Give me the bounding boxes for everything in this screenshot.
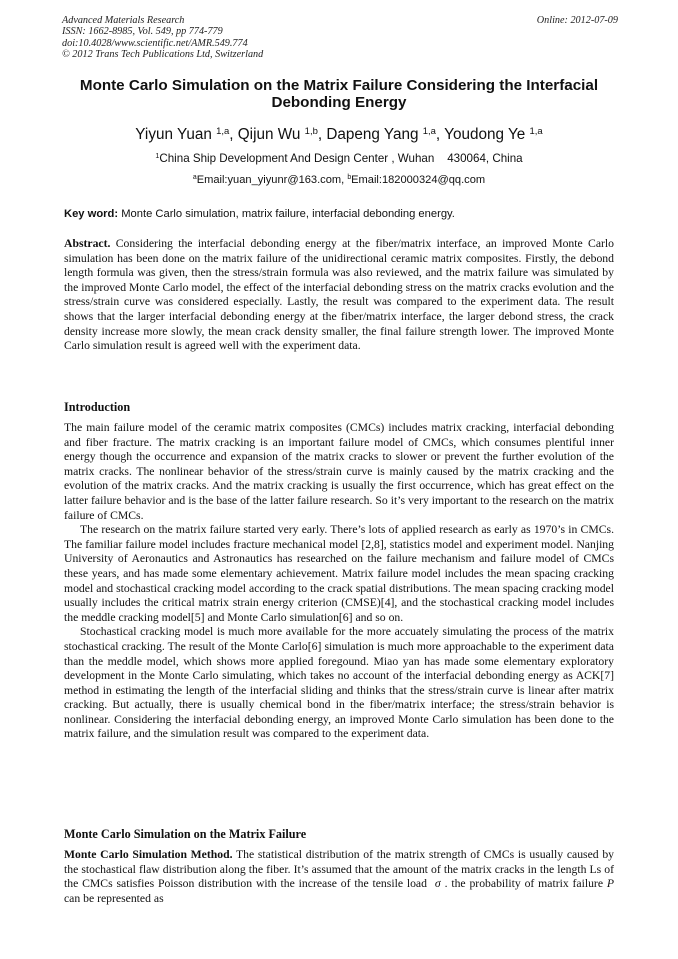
author-name: Qijun Wu	[237, 126, 301, 143]
affiliation-mark: 1	[155, 151, 160, 161]
doi-line: doi:10.4028/www.scientific.net/AMR.549.774	[62, 37, 248, 49]
issn-line: ISSN: 1662-8985, Vol. 549, pp 774-779	[62, 26, 223, 38]
affiliation-text: China Ship Development And Design Center , Wuhan 430064, China	[159, 152, 523, 165]
email-mark-a: a	[192, 174, 197, 182]
sigma-symbol: σ	[434, 877, 441, 891]
paper-title: Monte Carlo Simulation on the Matrix Failure Considering the Interfacial Debonding Energy	[79, 77, 599, 111]
email-mark-b: b	[347, 174, 352, 182]
copyright-line: © 2012 Trans Tech Publications Ltd, Switzerland	[62, 49, 264, 61]
mc-text-2: . the probability of matrix failure	[444, 877, 607, 891]
keywords	[64, 207, 620, 221]
author-affiliation-mark: 1,b	[304, 125, 318, 137]
author-affiliation-mark: 1,a	[216, 125, 230, 137]
introduction-body	[64, 421, 614, 742]
monte-carlo-body	[64, 848, 614, 906]
affiliation	[40, 151, 638, 166]
author-name: Yiyun Yuan	[135, 126, 212, 143]
subsection-label: Monte Carlo Simulation Method.	[64, 848, 233, 861]
email-line	[40, 173, 638, 188]
keywords-label: Key word:	[64, 208, 119, 220]
paragraph: Stochastical cracking model is much more available for the more accuately simulating the process of the matrix stochastical cracking. The result of the Monte Carlo[6] simulation is much more approachable to the experiment data than the meddle model, which shows more applied foregound. Miao yan has made some elementary exploratory development in the Monte Carlo simulating, which takes no account of the interfacial debonding energy as ACK[7] method in estimating the length of the interfacial sliding and thinks that the stress/strain curve is linear after matrix cracking. But actually, there is usually chemical bond in the fiber/matrix interface; the stress/strain behavior is nonlinear. Considering the interfacial debonding energy, an improved Monte Carlo simulation has been done to the matrix failure, and the simulation result was compared to the experiment data.	[64, 625, 614, 741]
email-b: Email:182000324@qq.com	[351, 174, 486, 186]
paragraph: The main failure model of the ceramic matrix composites (CMCs) includes matrix cracking, interfacial debonding and fiber fracture. The matrix cracking is an important failure model of CMCs, which consumes plentiful inner energy though the occurrence and expansion of the matrix cracks to slower or prevent the further evolution of the matrix cracks. The nonlinear behavior of the stress/strain curve is mainly caused by the matrix cracking and the evolution of the matrix cracks. And the matrix cracking is usually the first occurrence, which has great effect on the latter failure behavior and is the base of the latter failure research. So it’s very important to the research on the matrix failure of CMCs.	[64, 421, 614, 522]
author-name: Youdong Ye	[444, 126, 526, 143]
author-affiliation-mark: 1,a	[422, 125, 436, 137]
journal-name: Advanced Materials Research	[62, 15, 185, 26]
section-heading-monte-carlo: Monte Carlo Simulation on the Matrix Failure	[64, 827, 307, 841]
author-list: Yiyun Yuan $^{1,a}$, Qijun Wu $^{1,b}$, Dapeng Yang $^{1,a}$, Youdong Ye $^{1,a}$	[135, 125, 543, 143]
mc-text-3: can be represented as	[64, 891, 164, 905]
email-a: Email:yuan_yiyunr@163.com,	[196, 174, 348, 186]
section-heading-introduction: Introduction	[64, 400, 131, 414]
journal-header	[62, 15, 618, 61]
author-name: Dapeng Yang	[326, 126, 419, 143]
author-affiliation-mark: 1,a	[529, 125, 543, 137]
paragraph: The research on the matrix failure started very early. There’s lots of applied research as early as 1970’s in CMCs. The familiar failure model includes fracture mechanical model [2,8], statistics model and experiment model. Nanjing University of Aeronautics and Astronautics has researched on the failure mechanism and failure model of CMCs these years, and has made some elementary achievement. Matrix failure model includes the mean spacing cracking model and stochastical cracking model according to the crack spatial distributions. The mean spacing cracking model usually includes the critical matrix strain energy criterion (CMSE)[4], and the stochastical cracking model includes the meddle cracking model[5] and Monte Carlo simulation[6] and so on.	[64, 523, 614, 624]
online-date: Online: 2012-07-09	[536, 15, 618, 26]
keywords-text: Monte Carlo simulation, matrix failure, interfacial debonding energy.	[118, 208, 455, 220]
p-symbol: P	[606, 877, 614, 891]
abstract	[64, 237, 614, 354]
mc-text-1: The statistical distribution of the matrix strength of CMCs is usually caused by the stochastical flaw distribution along the fiber. It’s assumed that the amount of the matrix cracks in the length Ls of the CMCs satisfies Poisson distribution with the increase of the tensile load	[64, 848, 615, 891]
abstract-label: Abstract.	[64, 237, 111, 250]
abstract-text: Considering the interfacial debonding energy at the fiber/matrix interface, an improved Monte Carlo simulation has been done on the matrix failure of the unidirectional ceramic matrix composites. Firstly, the debond length formula was given, then the stress/strain formula was also reviewed, and the matrix failure was simulated by the improved Monte Carlo model, the effect of the interfacial debonding stress on the matrix cracks evolution and the stress/strain curve was considered especially. Lastly, the result was compared to the experiment data. The result shows that the larger interfacial debonding energy at the fiber/matrix interface, the larger debond stress, the crack density increase more slowly, the mean crack density smaller, the final failure strength lower. The improved Monte Carlo simulation result is agreed well with the experiment data.	[64, 237, 614, 353]
